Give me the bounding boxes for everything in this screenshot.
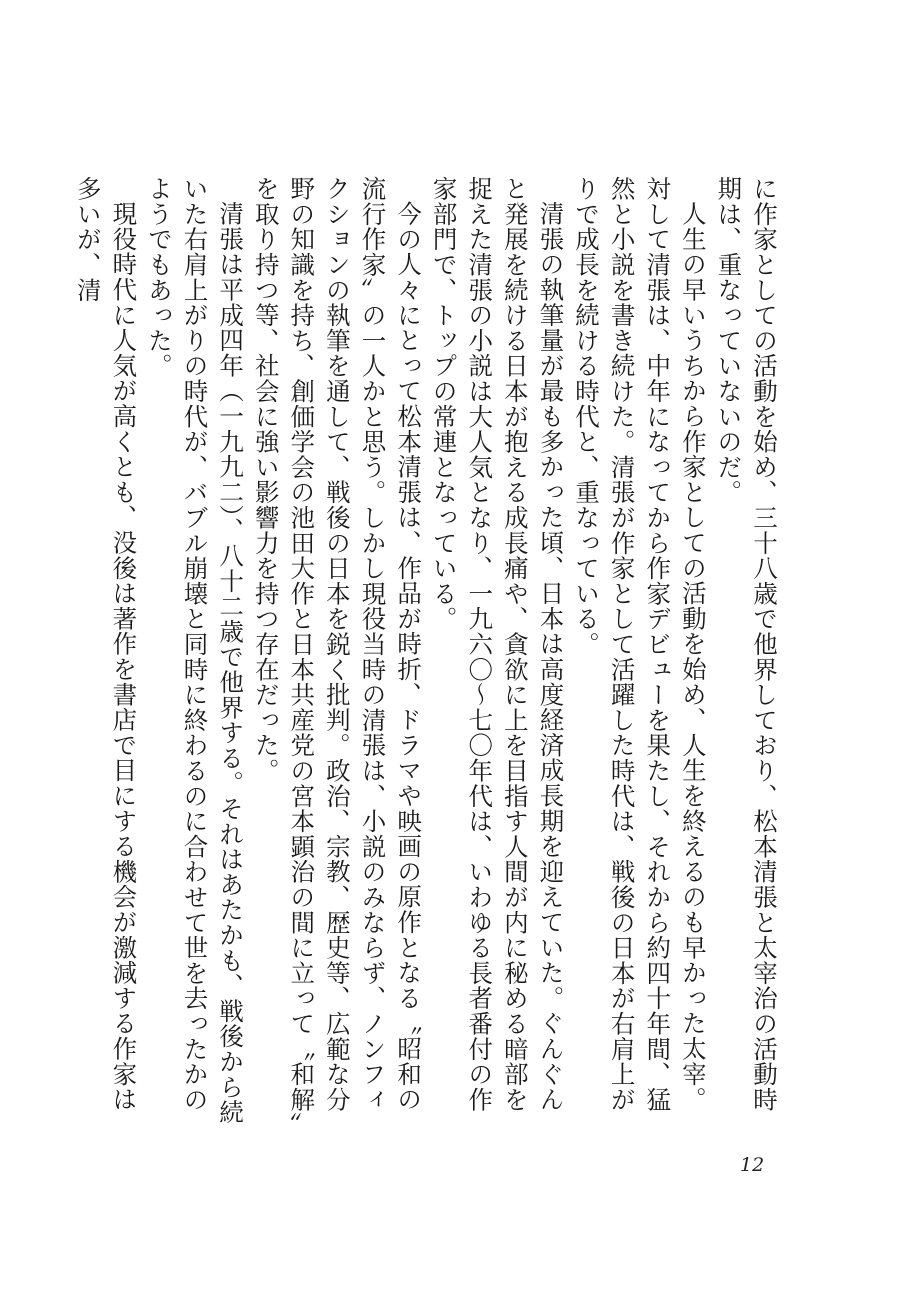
page-number: 12 xyxy=(740,1154,765,1176)
paragraph: 清張は平成四年（一九九二）、八十二歳で他界する。それはあたかも、戦後から続いた右肩上がりの時代が、バブル崩壊と同時に終わるのに合わせて世を去ったかのようでもあった。 xyxy=(144,176,246,1125)
paragraph: 今の人々にとって松本清張は、作品が時折、ドラマや映画の原作となる〝昭和の流行作家〟の一人かと思う。しかし現役当時の清張は、小説のみならず、ノンフィクションの執筆を通して、戦後の日本を鋭く批判。政治、宗教、歴史等、広範な分野の知識を持ち、創価学会の池田大作と日本共産党の宮本顕治の間に立って〝和解〟を取り持つ等、社会に強い影響力を持つ存在だった。 xyxy=(251,176,424,1126)
paragraph: 清張の執筆量が最も多かった頃、日本は高度経済成長期を迎えていた。ぐんぐんと発展を続ける日本が抱える成長痛や、貪欲に上を目指す人間が内に秘める暗部を捉えた清張の小説は大人気となり、一九六〇〜七〇年代は、いわゆる長者番付の作家部門で、トップの常連となっている。 xyxy=(429,176,566,1113)
paragraph: 人生の早いうちから作家としての活動を始め、人生を終えるのも早かった太宰。対して清張は、中年になってから作家デビューを果たし、それから約四十年間、猛然と小説を書き続けた。清張が作家として活躍した時代は、戦後の日本が右肩上がりで成長を続ける時代と、重なっている。 xyxy=(572,176,708,1113)
body-text xyxy=(70,176,782,1136)
paragraph: 現役時代に人気が高くとも、没後は著作を書店で目にする機会が激減する作家は多いが、清 xyxy=(73,176,139,1112)
paragraph: に作家としての活動を始め、三十八歳で他界しており、松本清張と太宰治の活動時期は、重なっていないのだ。 xyxy=(714,176,779,1113)
